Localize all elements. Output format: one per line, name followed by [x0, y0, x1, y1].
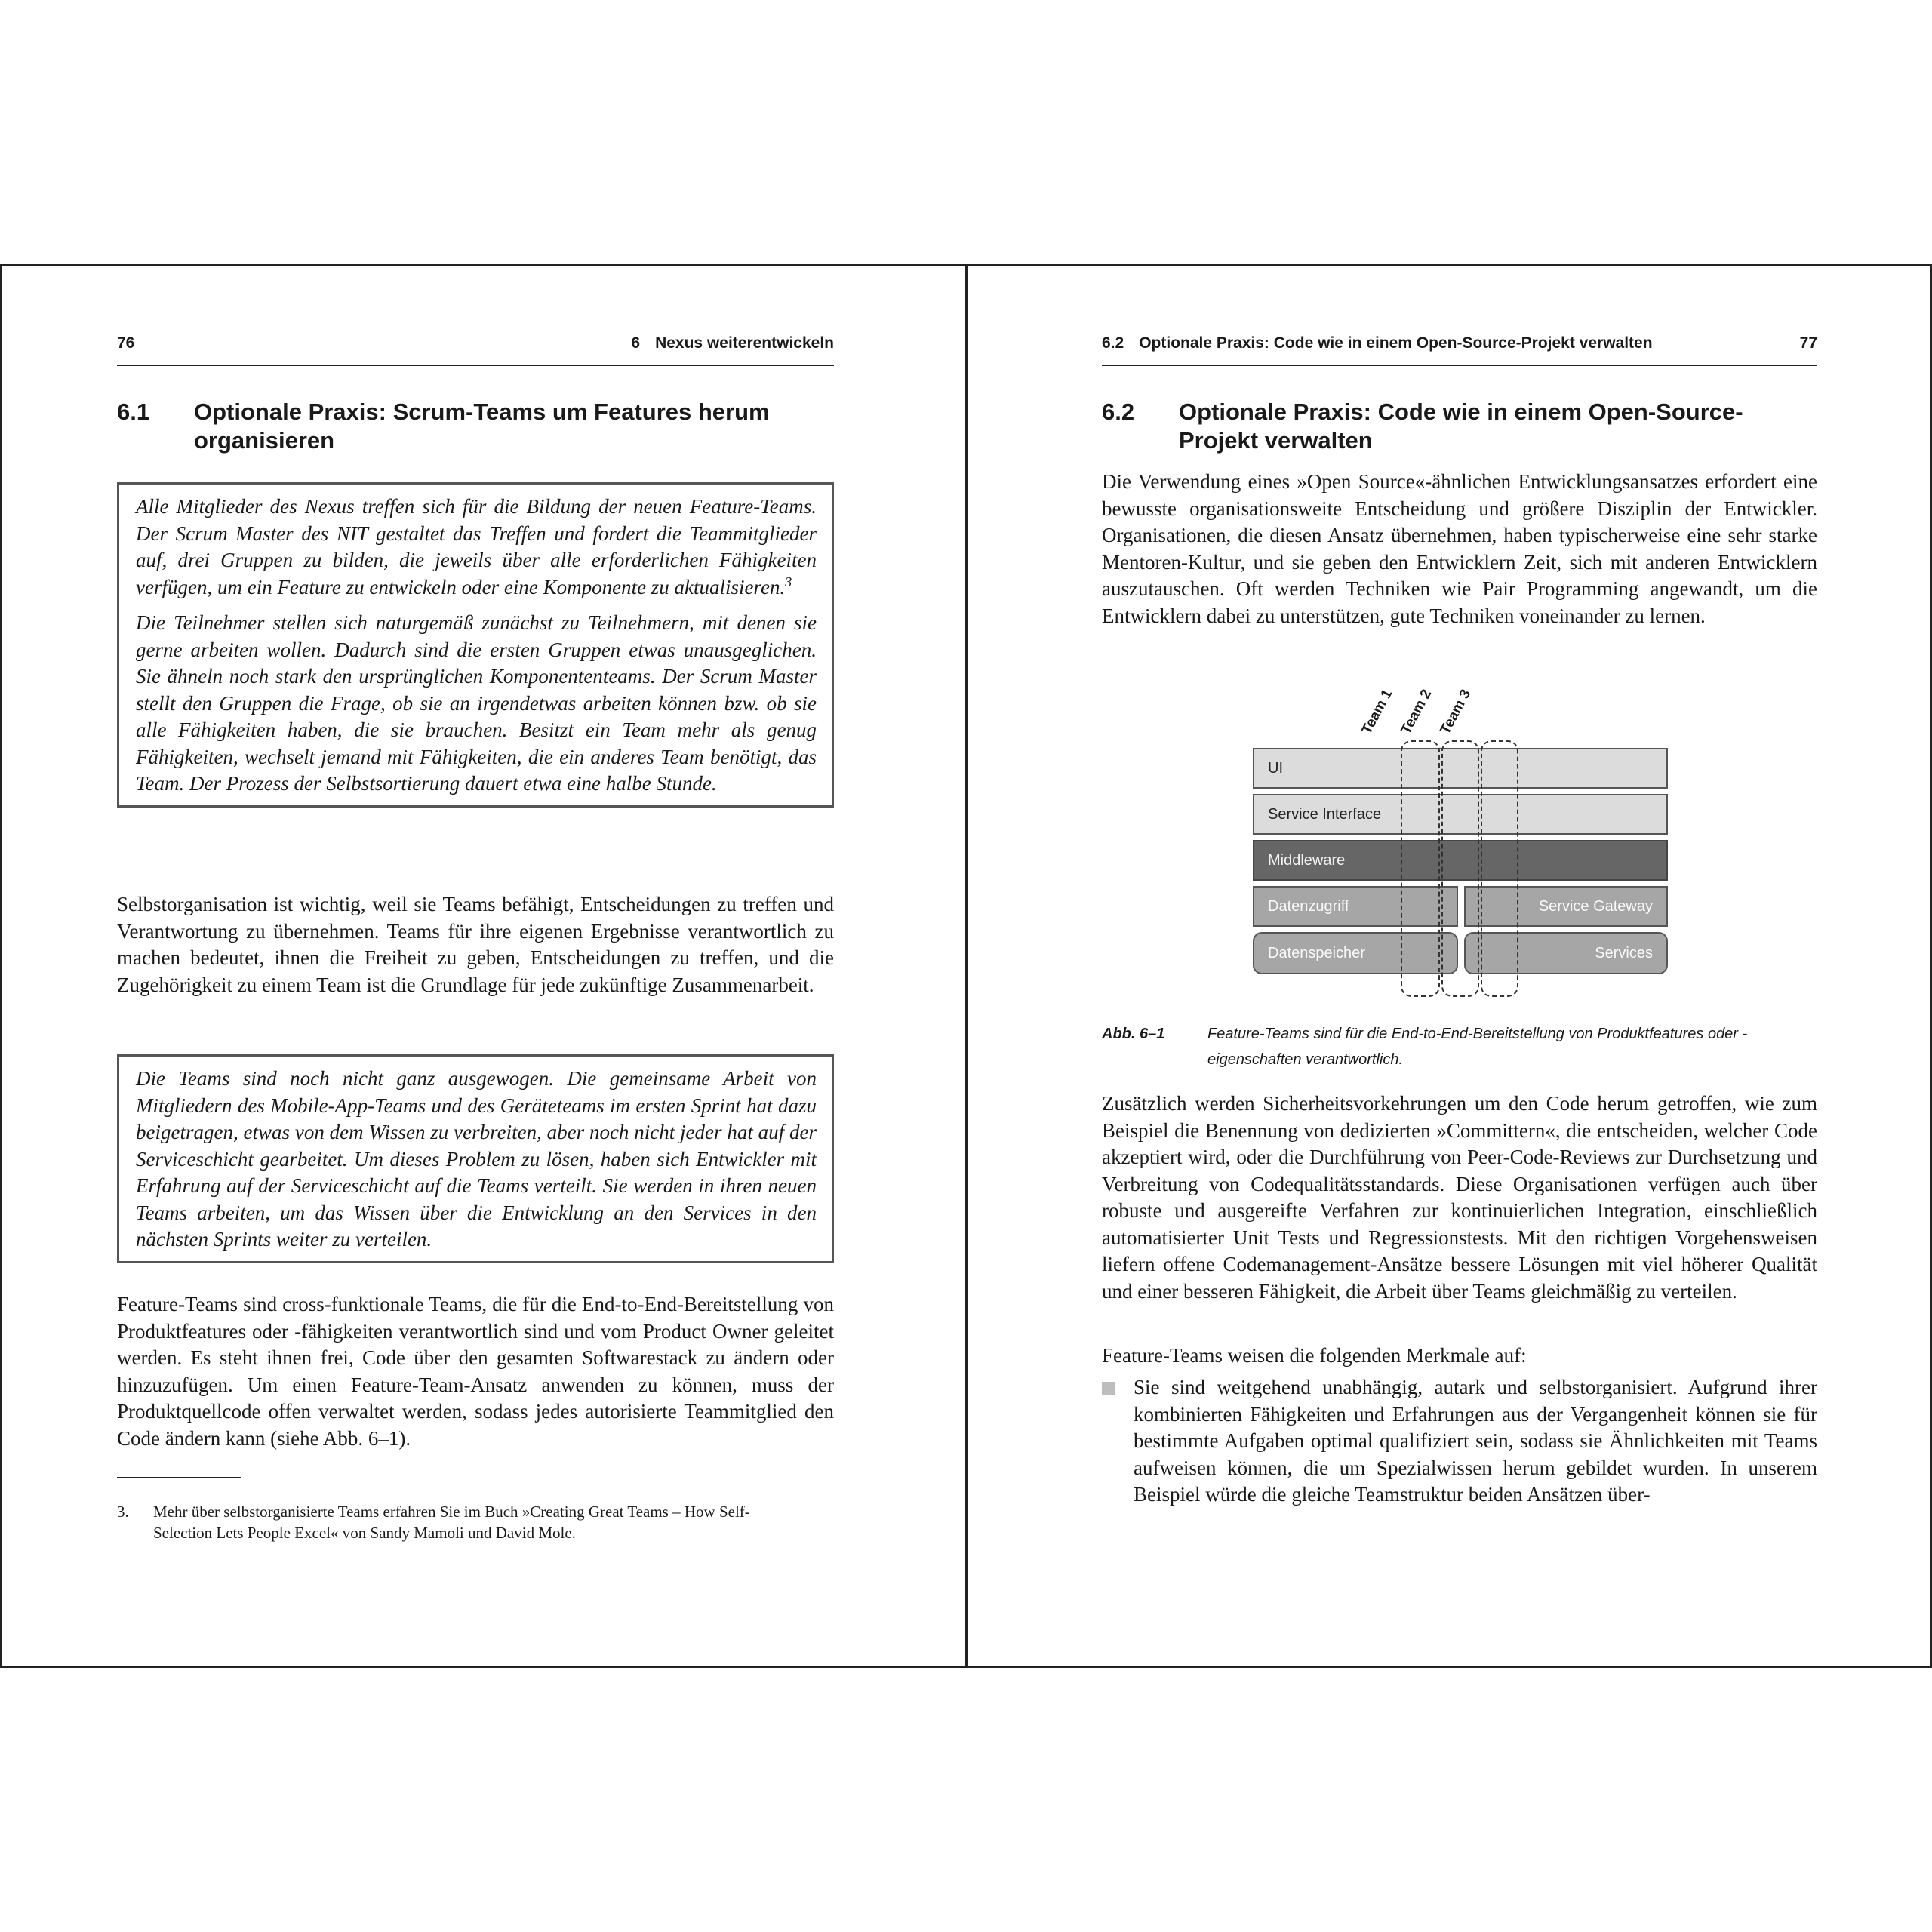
- team-label-2: Team 2: [1398, 687, 1435, 737]
- running-section-title: Optionale Praxis: Code wie in einem Open-Source-Projekt verwalten: [1139, 334, 1653, 352]
- body-paragraph-right-3: Feature-Teams weisen die folgenden Merkmale auf:: [1102, 1344, 1527, 1367]
- list-item-text: Sie sind weitgehend unabhängig, autark und selbstorganisiert. Aufgrund ihrer kombinierten Fähigkeiten und Erfahrungen aus der Vergangenheit können sie für bestimmte Aufgaben optimal qualifiziert sein, sodass sie Ähnlichkeiten mit Teams aufweisen können, die um Spezialwissen herum gebildet wurden. In unserem Beispiel würde die gleiche Teamstruktur beiden Ansätzen über-: [1134, 1376, 1817, 1506]
- example-box-1-text-1: Alle Mitglieder des Nexus treffen sich für die Bildung der neuen Feature-Teams. Der Scrum Master des NIT gestaltet das Treffen und fordert die Teammitglieder auf, drei Gruppen zu bilden, die jeweils über alle erforderlichen Fähigkeiten verfügen, um ein Feature zu entwickeln oder eine Komponente zu aktualisieren.: [136, 495, 817, 598]
- layer-datenzugriff-label: Datenzugriff: [1268, 897, 1349, 915]
- section-number: 6.1: [117, 398, 150, 425]
- running-head-right: [1102, 334, 1817, 366]
- layer-datenspeicher-label: Datenspeicher: [1268, 944, 1365, 961]
- running-section: [1102, 334, 1653, 352]
- layer-services-label: Services: [1595, 944, 1653, 961]
- running-chapter-number: 6: [631, 334, 641, 352]
- footnote-text: Mehr über selbstorganisierte Teams erfahren Sie im Buch »Creating Great Teams – How Self-Selection Lets People Excel« von Sandy Mamoli und David Mole.: [153, 1503, 750, 1542]
- layer-service-gateway-label: Service Gateway: [1538, 897, 1653, 915]
- page-number-right: 77: [1799, 334, 1817, 352]
- footnote-number: 3.: [117, 1503, 129, 1521]
- body-paragraph-right-1: Die Verwendung eines »Open Source«-ähnlichen Entwicklungsansatzes erfordert eine bewusste organisationsweite Entscheidung und größere Disziplin der Entwickler. Organisationen, die diesen Ansatz übernehmen, haben typischerweise eine sehr starke Mentoren-Kultur, und sie geben den Entwicklern Zeit, sich mit anderen Entwicklern auszutauschen. Oft werden Techniken wie Pair Programming angewandt, um die Entwicklern dabei zu unterstützen, gute Techniken voneinander zu lernen.: [1102, 470, 1817, 627]
- caption-label: Abb. 6–1: [1102, 1026, 1165, 1042]
- team-label-3: Team 3: [1437, 687, 1475, 737]
- team-2-column: [1441, 740, 1479, 997]
- example-box-2: [117, 1054, 834, 1263]
- feature-team-characteristics-list: [1102, 1374, 1817, 1509]
- running-section-number: 6.2: [1102, 334, 1124, 352]
- section-heading-6-2: [1102, 398, 1817, 455]
- footnote-rule: [117, 1477, 242, 1478]
- body-paragraph-right-2: Zusätzlich werden Sicherheitsvorkehrungen um den Code herum getroffen, wie zum Beispiel die Benennung von dedizierten »Committern«, die entscheiden, welcher Code akzeptiert wird, oder die Durchführung von Peer-Code-Reviews zur Durchsetzung und Verbreitung von Codequalitätsstandards. Diese Organisationen verfügen auch über robuste und ausgereifte Verfahren zur kontinuierlichen Integration, einschließlich automatisierter Unit Tests und Regressionstests. Mit den richtigen Vorgehensweisen liefern offene Codemanagement-Ansätze bessere Lösungen mit viel höherer Qualität und einer besseren Fähigkeit, die Arbeit über Teams gleichmäßig zu verteilen.: [1102, 1092, 1817, 1303]
- running-chapter-title: Nexus weiterentwickeln: [655, 334, 834, 352]
- example-box-2-paragraph-1: Die Teams sind noch nicht ganz ausgewogen. Die gemeinsame Arbeit von Mitgliedern des Mobile-App-Teams und des Geräteteams im ersten Sprint hat dazu beigetragen, etwas von dem Wissen zu verbreiten, aber noch nicht jeder hat auf der Serviceschicht gearbeitet. Um dieses Problem zu lösen, haben sich Entwickler mit Erfahrung auf der Serviceschicht auf die Teams verteilt. Sie werden in ihren neuen Teams arbeiten, um das Wissen über die Entwicklung an den Services in den nächsten Sprints weiter zu verteilen.: [136, 1067, 817, 1251]
- feature-teams-diagram: [1253, 674, 1675, 998]
- layer-middleware-label: Middleware: [1268, 851, 1346, 869]
- section-title: Optionale Praxis: Scrum-Teams um Features herum organisieren: [194, 398, 770, 454]
- left-page: [0, 264, 968, 1668]
- running-head-left: [117, 334, 834, 366]
- footnote-reference[interactable]: 3: [785, 574, 792, 589]
- running-chapter: [631, 334, 834, 352]
- right-page: [965, 264, 1932, 1668]
- team-3-column: [1481, 740, 1518, 997]
- body-paragraph-left-2: Feature-Teams sind cross-funktionale Teams, die für die End-to-End-Bereitstellung von Produktfeatures oder -fähigkeiten verantwortlich sind und vom Product Owner geleitet werden. Es steht ihnen frei, Code über den gesamten Softwarestack zu ändern oder hinzuzufügen. Um einen Feature-Team-Ansatz anwenden zu können, muss der Produktquellcode offen verwaltet werden, sodass jedes autorisierte Teammitglied den Code ändern kann (siehe Abb. 6–1).: [117, 1293, 834, 1450]
- example-box-1-paragraph-1: [136, 494, 817, 601]
- team-label-1: Team 1: [1358, 687, 1396, 737]
- section-title: Optionale Praxis: Code wie in einem Open-Source-Projekt verwalten: [1179, 398, 1743, 454]
- footnote-3: [117, 1501, 796, 1543]
- example-box-1: [117, 482, 834, 808]
- layer-ui-label: UI: [1268, 759, 1283, 777]
- team-1-column: [1401, 740, 1440, 997]
- page-number-left: 76: [117, 334, 135, 352]
- body-paragraph-left-1: Selbstorganisation ist wichtig, weil sie Teams befähigt, Entscheidungen zu treffen und Verantwortung zu übernehmen. Teams für ihre eigenen Ergebnisse verantwortlich zu machen bedeutet, ihnen die Freiheit zu geben, Entscheidungen zu treffen, und die Zugehörigkeit zu einem Team ist die Grundlage für jede zukünftige Zusammenarbeit.: [117, 893, 834, 996]
- figure-caption: [1102, 1021, 1811, 1072]
- caption-text: Feature-Teams sind für die End-to-End-Bereitstellung von Produktfeatures oder -eigenschaften verantwortlich.: [1208, 1026, 1748, 1068]
- section-number: 6.2: [1102, 398, 1135, 425]
- section-heading-6-1: [117, 398, 826, 455]
- list-item: [1102, 1374, 1817, 1509]
- example-box-1-paragraph-2: Die Teilnehmer stellen sich naturgemäß zunächst zu Teilnehmern, mit denen sie gerne arbeiten wollen. Dadurch sind die ersten Gruppen etwas unausgeglichen. Sie ähneln noch stark den ursprünglichen Komponententeams. Der Scrum Master stellt den Gruppen die Frage, ob sie an irgendetwas arbeiten können bzw. ob sie alle Fähigkeiten haben, die sie brauchen. Besitzt ein Team mehr als genug Fähigkeiten, wechselt jemand mit Fähigkeiten, die ein anderes Team benötigt, das Team. Der Prozess der Selbstsortierung dauert etwa eine halbe Stunde.: [136, 611, 817, 795]
- layer-service-interface-label: Service Interface: [1268, 805, 1382, 823]
- bullet-square-icon: [1102, 1382, 1115, 1395]
